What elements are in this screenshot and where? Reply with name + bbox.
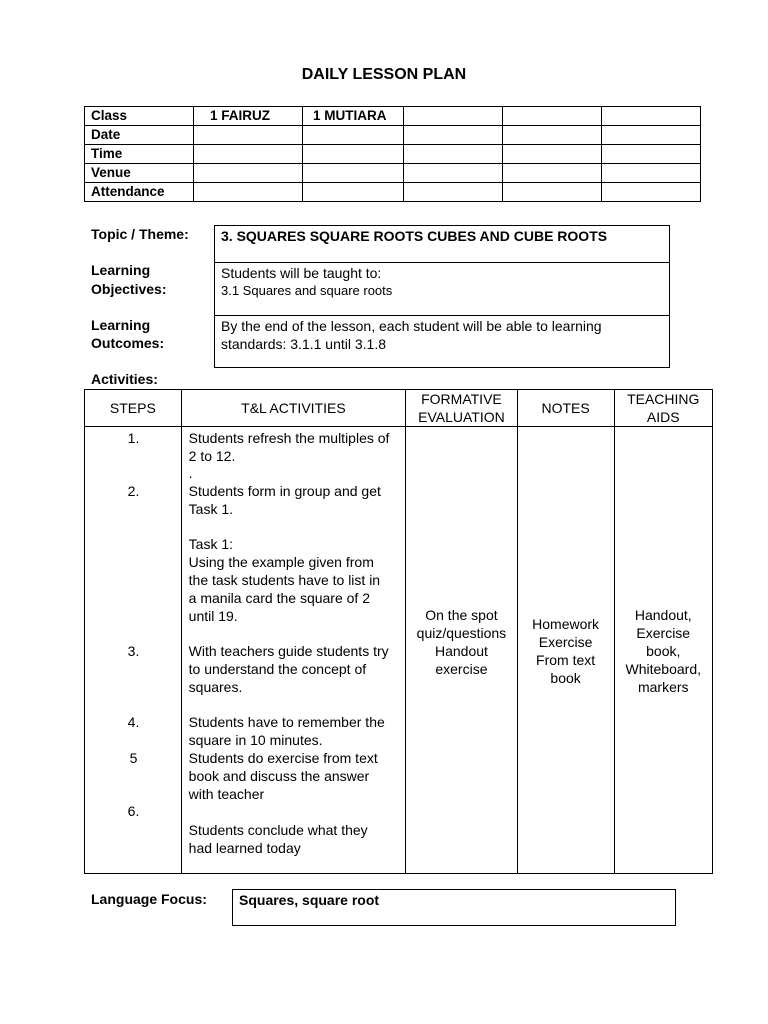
aids-line: Exercise (636, 625, 691, 641)
activity-line: the task students have to list in (188, 572, 381, 588)
language-focus-value: Squares, square root (239, 892, 380, 908)
header-steps: STEPS (85, 390, 182, 427)
row-label: Date (85, 126, 194, 145)
outcomes-label-2: Outcomes: (91, 335, 165, 351)
teaching-aids-cell (614, 427, 712, 874)
empty-cell (602, 145, 701, 164)
objectives-label-2: Objectives: (91, 281, 167, 297)
header-formative-line: FORMATIVE (421, 391, 502, 407)
empty-cell (194, 164, 303, 183)
empty-cell (194, 145, 303, 164)
activity-line: to understand the concept of (188, 661, 367, 677)
activity-line: square in 10 minutes. (188, 732, 323, 748)
empty-cell (602, 164, 701, 183)
notes-line: Exercise (538, 634, 593, 650)
class-table (84, 106, 701, 202)
activity-line: Using the example given from (188, 554, 374, 570)
empty-cell (602, 107, 701, 126)
row-label: Class (85, 107, 194, 126)
notes-line: From text (536, 652, 596, 668)
objectives-box (215, 263, 669, 316)
steps-cell (85, 427, 182, 874)
header-tl-activities: T&L ACTIVITIES (181, 390, 406, 427)
header-formative (406, 390, 518, 427)
aids-line: Whiteboard, (625, 661, 701, 677)
outcomes-label-1: Learning (91, 317, 151, 333)
objectives-line: Students will be taught to: (221, 265, 382, 281)
objectives-label-1: Learning (91, 262, 151, 278)
empty-cell (503, 126, 602, 145)
table-row (85, 183, 701, 202)
formative-line: quiz/questions (416, 625, 507, 641)
header-notes: NOTES (517, 390, 614, 427)
step-number: 4. (127, 714, 140, 730)
activity-line: Students do exercise from text (188, 750, 378, 766)
activity-line: with teacher (188, 786, 265, 802)
header-aids-line: TEACHING (627, 391, 700, 407)
topic-value (215, 226, 669, 263)
notes-line: book (550, 670, 581, 686)
empty-cell (303, 126, 404, 145)
class-cell: 1 MUTIARA (303, 107, 404, 126)
header-aids-line: AIDS (646, 409, 680, 425)
activities-table (84, 389, 713, 874)
outcomes-line: standards: 3.1.1 until 3.1.8 (221, 336, 386, 352)
empty-cell (503, 164, 602, 183)
header-formative-line: EVALUATION (418, 409, 505, 425)
formative-line: exercise (435, 661, 488, 677)
empty-cell (503, 183, 602, 202)
formative-line: On the spot (425, 607, 498, 623)
empty-cell (303, 145, 404, 164)
empty-cell (404, 145, 503, 164)
activity-line: until 19. (188, 608, 238, 624)
topic-label: Topic / Theme: (91, 226, 189, 242)
table-header-row (85, 390, 713, 427)
empty-cell (404, 126, 503, 145)
empty-cell (194, 183, 303, 202)
activity-line: Students conclude what they (188, 822, 368, 838)
activity-line: Students refresh the multiples of (188, 430, 390, 446)
step-number: 1. (127, 430, 140, 446)
empty-cell (503, 107, 602, 126)
row-label: Time (85, 145, 194, 164)
empty-cell (303, 164, 404, 183)
table-row (85, 164, 701, 183)
table-row (85, 126, 701, 145)
step-number: 3. (127, 643, 140, 659)
activity-line: Task 1: (188, 536, 234, 552)
empty-cell (404, 183, 503, 202)
aids-line: Handout, (634, 607, 692, 623)
activity-line: had learned today (188, 840, 301, 856)
empty-cell (602, 126, 701, 145)
activity-line: Students have to remember the (188, 714, 385, 730)
outcomes-box (215, 316, 669, 368)
table-row (85, 145, 701, 164)
page-title: DAILY LESSON PLAN (301, 66, 467, 83)
empty-cell (503, 145, 602, 164)
activity-line: a manila card the square of 2 (188, 590, 370, 606)
activity-line: 2 to 12. (188, 448, 236, 464)
empty-cell (404, 164, 503, 183)
step-number: 2. (127, 483, 140, 499)
header-teaching-aids (614, 390, 712, 427)
step-number: 6. (127, 803, 140, 819)
activity-line: Students form in group and get (188, 483, 381, 499)
empty-cell (194, 126, 303, 145)
formative-cell (406, 427, 518, 874)
row-label: Attendance (85, 183, 194, 202)
activity-line: Task 1. (188, 501, 234, 517)
language-focus-label: Language Focus: (91, 891, 207, 907)
activities-cell (181, 427, 406, 874)
row-label: Venue (85, 164, 194, 183)
topic-text: 3. SQUARES SQUARE ROOTS CUBES AND CUBE ROOTS (221, 228, 608, 244)
step-number: 5 (129, 750, 138, 766)
empty-cell (303, 183, 404, 202)
activity-line: . (188, 465, 193, 481)
objectives-line: 3.1 Squares and square roots (221, 283, 393, 298)
activity-line: book and discuss the answer (188, 768, 370, 784)
table-row (85, 107, 701, 126)
aids-line: markers (637, 679, 689, 695)
notes-cell (517, 427, 614, 874)
topic-box (214, 225, 670, 368)
empty-cell (602, 183, 701, 202)
outcomes-line: By the end of the lesson, each student will be able to learning (221, 318, 602, 334)
class-cell: 1 FAIRUZ (194, 107, 303, 126)
notes-line: Homework (532, 616, 600, 632)
activities-label: Activities: (91, 371, 158, 387)
table-row (85, 427, 713, 874)
language-focus-box (232, 889, 676, 926)
aids-line: book, (646, 643, 681, 659)
activity-line: squares. (188, 679, 243, 695)
formative-line: Handout (434, 643, 488, 659)
activity-line: With teachers guide students try (188, 643, 389, 659)
empty-cell (404, 107, 503, 126)
